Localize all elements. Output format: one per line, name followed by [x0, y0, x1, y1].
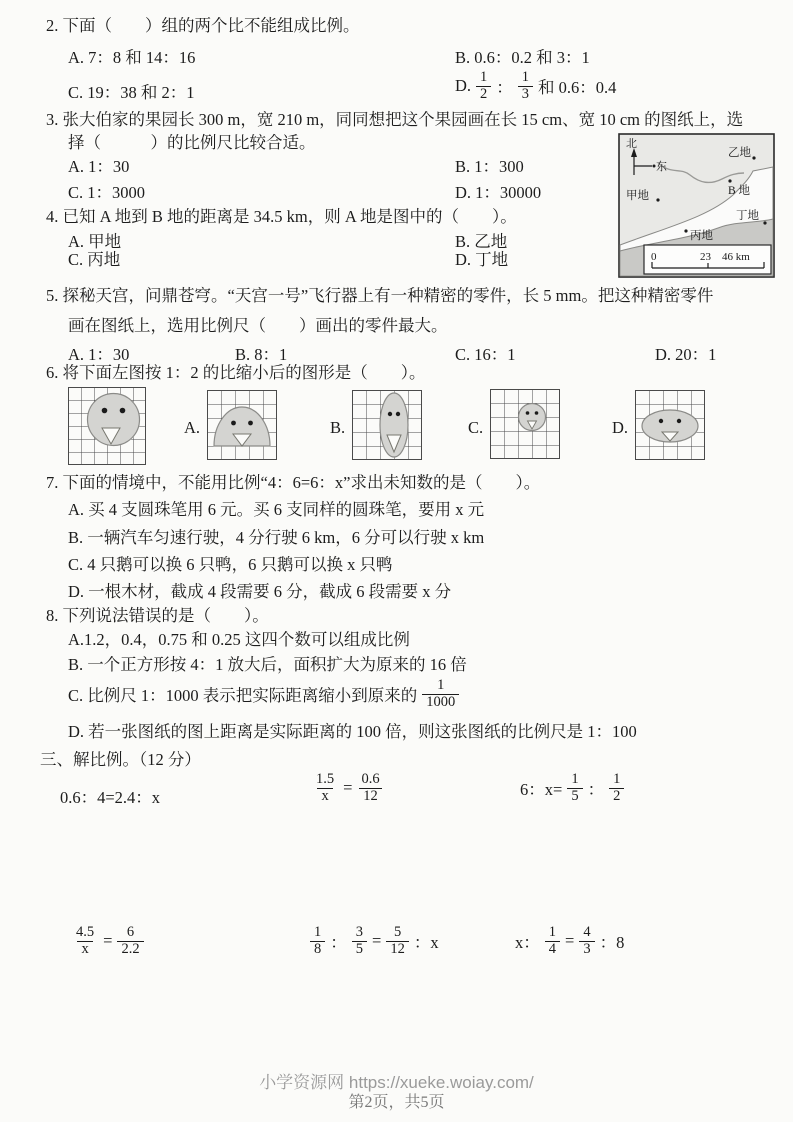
- q8-option-d: D. 若一张图纸的图上距离是实际距离的 100 倍，则这张图纸的比例尺是 1：100: [68, 722, 637, 741]
- ratio-colon: ：: [330, 933, 347, 953]
- footer-site-link: 小学资源网 https://xueke.woiay.com/: [259, 1073, 534, 1092]
- q6-figure-d: [635, 390, 705, 460]
- q5-option-b: B. 8：1: [235, 345, 288, 364]
- eye: [396, 412, 400, 416]
- eye: [102, 408, 108, 414]
- eq6-tail: ：8: [599, 933, 625, 953]
- eq6: [515, 925, 624, 958]
- q7-stem: 7. 下面的情境中，不能用比例“4：6=6：x”求出未知数的是（ ）。: [46, 473, 541, 492]
- q8-option-b: B. 一个正方形按 4：1 放大后，面积扩大为原来的 16 倍: [68, 655, 467, 674]
- section3-title: 三、解比例。（12 分）: [40, 750, 201, 769]
- map-label-bing: 丙地: [690, 230, 713, 242]
- fraction: $\frac{4}{3}$: [579, 925, 594, 958]
- q6-label-a: A.: [184, 418, 201, 437]
- q7-option-b: B. 一辆汽车匀速行驶，4 分行驶 6 km，6 分可以行驶 x km: [68, 528, 485, 547]
- map-scale-bar: [644, 245, 771, 274]
- q3-stem-line2: 择（ ）的比例尺比较合适。: [68, 133, 316, 152]
- fraction: $\frac{1.5}{x}$: [316, 771, 335, 804]
- eye: [526, 411, 530, 415]
- q3-option-c: C. 1：3000: [68, 183, 146, 202]
- map-dot-ding: [763, 221, 766, 224]
- fraction: $\frac{1}{3}$: [518, 70, 533, 103]
- q7-option-d: D. 一根木材，截成 4 段需要 6 分，截成 6 段需要 x 分: [68, 582, 452, 601]
- q2-stem: 2. 下面（ ）组的两个比不能组成比例。: [46, 16, 360, 35]
- eq5-tail: ：x: [413, 933, 439, 953]
- map-label-yi: 乙地: [728, 147, 751, 159]
- ratio-colon: ：: [496, 78, 513, 98]
- q6-figure-original: [68, 387, 146, 465]
- fraction: $\frac{1}{2}$: [476, 70, 491, 103]
- map-dot-yi: [752, 156, 755, 159]
- map-label-east: 东: [656, 161, 667, 173]
- q8-option-c: [68, 678, 461, 711]
- q2-option-d: [455, 70, 616, 103]
- q5-stem-line1: 5. 探秘天宫，问鼎苍穹。“天宫一号”飞行器上有一种精密的零件，长 5 mm。把这种精密零件: [46, 286, 714, 305]
- eye: [120, 408, 126, 414]
- eye: [659, 419, 663, 423]
- map-label-jia: 甲地: [626, 190, 649, 202]
- q8-option-a: A.1.2，0.4，0.75 和 0.25 这四个数可以组成比例: [68, 630, 410, 649]
- map-label-north: 北: [626, 138, 637, 150]
- q3-option-b: B. 1：300: [455, 157, 524, 176]
- map-dot-jia: [656, 198, 659, 201]
- fraction: $\frac{4.5}{x}$: [76, 924, 95, 957]
- eye: [248, 421, 253, 426]
- eye: [677, 419, 681, 423]
- fraction: $\frac{1}{8}$: [310, 925, 325, 958]
- q5-stem-line2: 画在图纸上，选用比例尺（ ）画出的零件最大。: [68, 316, 448, 335]
- q3-option-d: D. 1：30000: [455, 183, 542, 202]
- eq4: [70, 925, 146, 958]
- q4-option-b: B. 乙地: [455, 232, 508, 251]
- q6-figure-b: [352, 390, 422, 460]
- q5-option-d: D. 20：1: [655, 345, 717, 364]
- eye: [388, 412, 392, 416]
- eq3: [520, 772, 626, 805]
- map-label-b: B 地: [728, 185, 751, 197]
- fraction: $\frac{1}{2}$: [609, 772, 624, 805]
- q2-option-d-label: D.: [455, 76, 472, 96]
- q4-option-c: C. 丙地: [68, 250, 121, 269]
- eq6-head: x：: [515, 933, 540, 953]
- q4-option-a: A. 甲地: [68, 232, 122, 251]
- eq2: [310, 772, 386, 805]
- q2-option-c: C. 19：38 和 2：1: [68, 83, 195, 102]
- fraction: $\frac{1}{4}$: [545, 925, 560, 958]
- q8-option-c-text: C. 比例尺 1：1000 表示把实际距离缩小到原来的: [68, 686, 418, 706]
- map-figure: [618, 133, 775, 278]
- q6-figure-c: [490, 389, 560, 459]
- q8-stem: 8. 下列说法错误的是（ ）。: [46, 606, 269, 625]
- q5-option-a: A. 1：30: [68, 345, 130, 364]
- q4-option-d: D. 丁地: [455, 250, 509, 269]
- equals-sign: =: [103, 931, 113, 951]
- fraction: $\frac{5}{12}$: [386, 925, 409, 958]
- equals-sign: =: [343, 778, 353, 798]
- fraction: $\frac{3}{5}$: [352, 925, 367, 958]
- q6-label-b: B.: [330, 418, 346, 437]
- q4-stem: 4. 已知 A 地到 B 地的距离是 34.5 km，则 A 地是图中的（ ）。: [46, 207, 517, 226]
- q7-option-c: C. 4 只鹅可以换 6 只鸭，6 只鹅可以换 x 只鸭: [68, 555, 393, 574]
- map-label-ding: 丁地: [736, 210, 759, 222]
- fraction: $\frac{1}{5}$: [567, 772, 582, 805]
- q2-option-a: A. 7：8 和 14：16: [68, 48, 196, 67]
- q6-label-d: D.: [612, 418, 629, 437]
- fraction: $\frac{6}{2.2}$: [117, 925, 143, 958]
- q6-figure-a: [207, 390, 277, 460]
- ratio-colon: ：: [587, 780, 605, 800]
- equals-sign: =: [565, 931, 575, 951]
- map-dot-bing: [684, 229, 687, 232]
- scale-0: 0: [651, 251, 657, 263]
- fraction: $\frac{1}{1000}$: [422, 678, 459, 711]
- q3-option-a: A. 1：30: [68, 157, 130, 176]
- q2-option-b: B. 0.6：0.2 和 3：1: [455, 48, 590, 67]
- q6-label-c: C.: [468, 418, 484, 437]
- q6-stem: 6. 将下面左图按 1：2 的比缩小后的图形是（ ）。: [46, 363, 426, 382]
- q7-option-a: A. 买 4 支圆珠笔用 6 元。买 6 支同样的圆珠笔，要用 x 元: [68, 500, 485, 519]
- eq5: [308, 925, 439, 958]
- eq1: 0.6：4=2.4：x: [60, 788, 161, 807]
- eye: [231, 421, 236, 426]
- scale-23: 23: [700, 251, 711, 263]
- q3-stem-line1: 3. 张大伯家的果园长 300 m，宽 210 m，同同想把这个果园画在长 15 cm、宽 10 cm 的图纸上，选: [46, 110, 744, 129]
- map-dot-b: [728, 179, 731, 182]
- equals-sign: =: [372, 931, 382, 951]
- footer-page-number: 第2页，共5页: [348, 1094, 445, 1111]
- fraction: $\frac{0.6}{12}$: [357, 772, 383, 805]
- eye: [535, 411, 539, 415]
- q5-option-c: C. 16：1: [455, 345, 516, 364]
- q2-option-d-tail: 和 0.6：0.4: [538, 78, 617, 98]
- eq3-head: 6：x=: [520, 780, 563, 800]
- scale-46: 46 km: [722, 251, 750, 263]
